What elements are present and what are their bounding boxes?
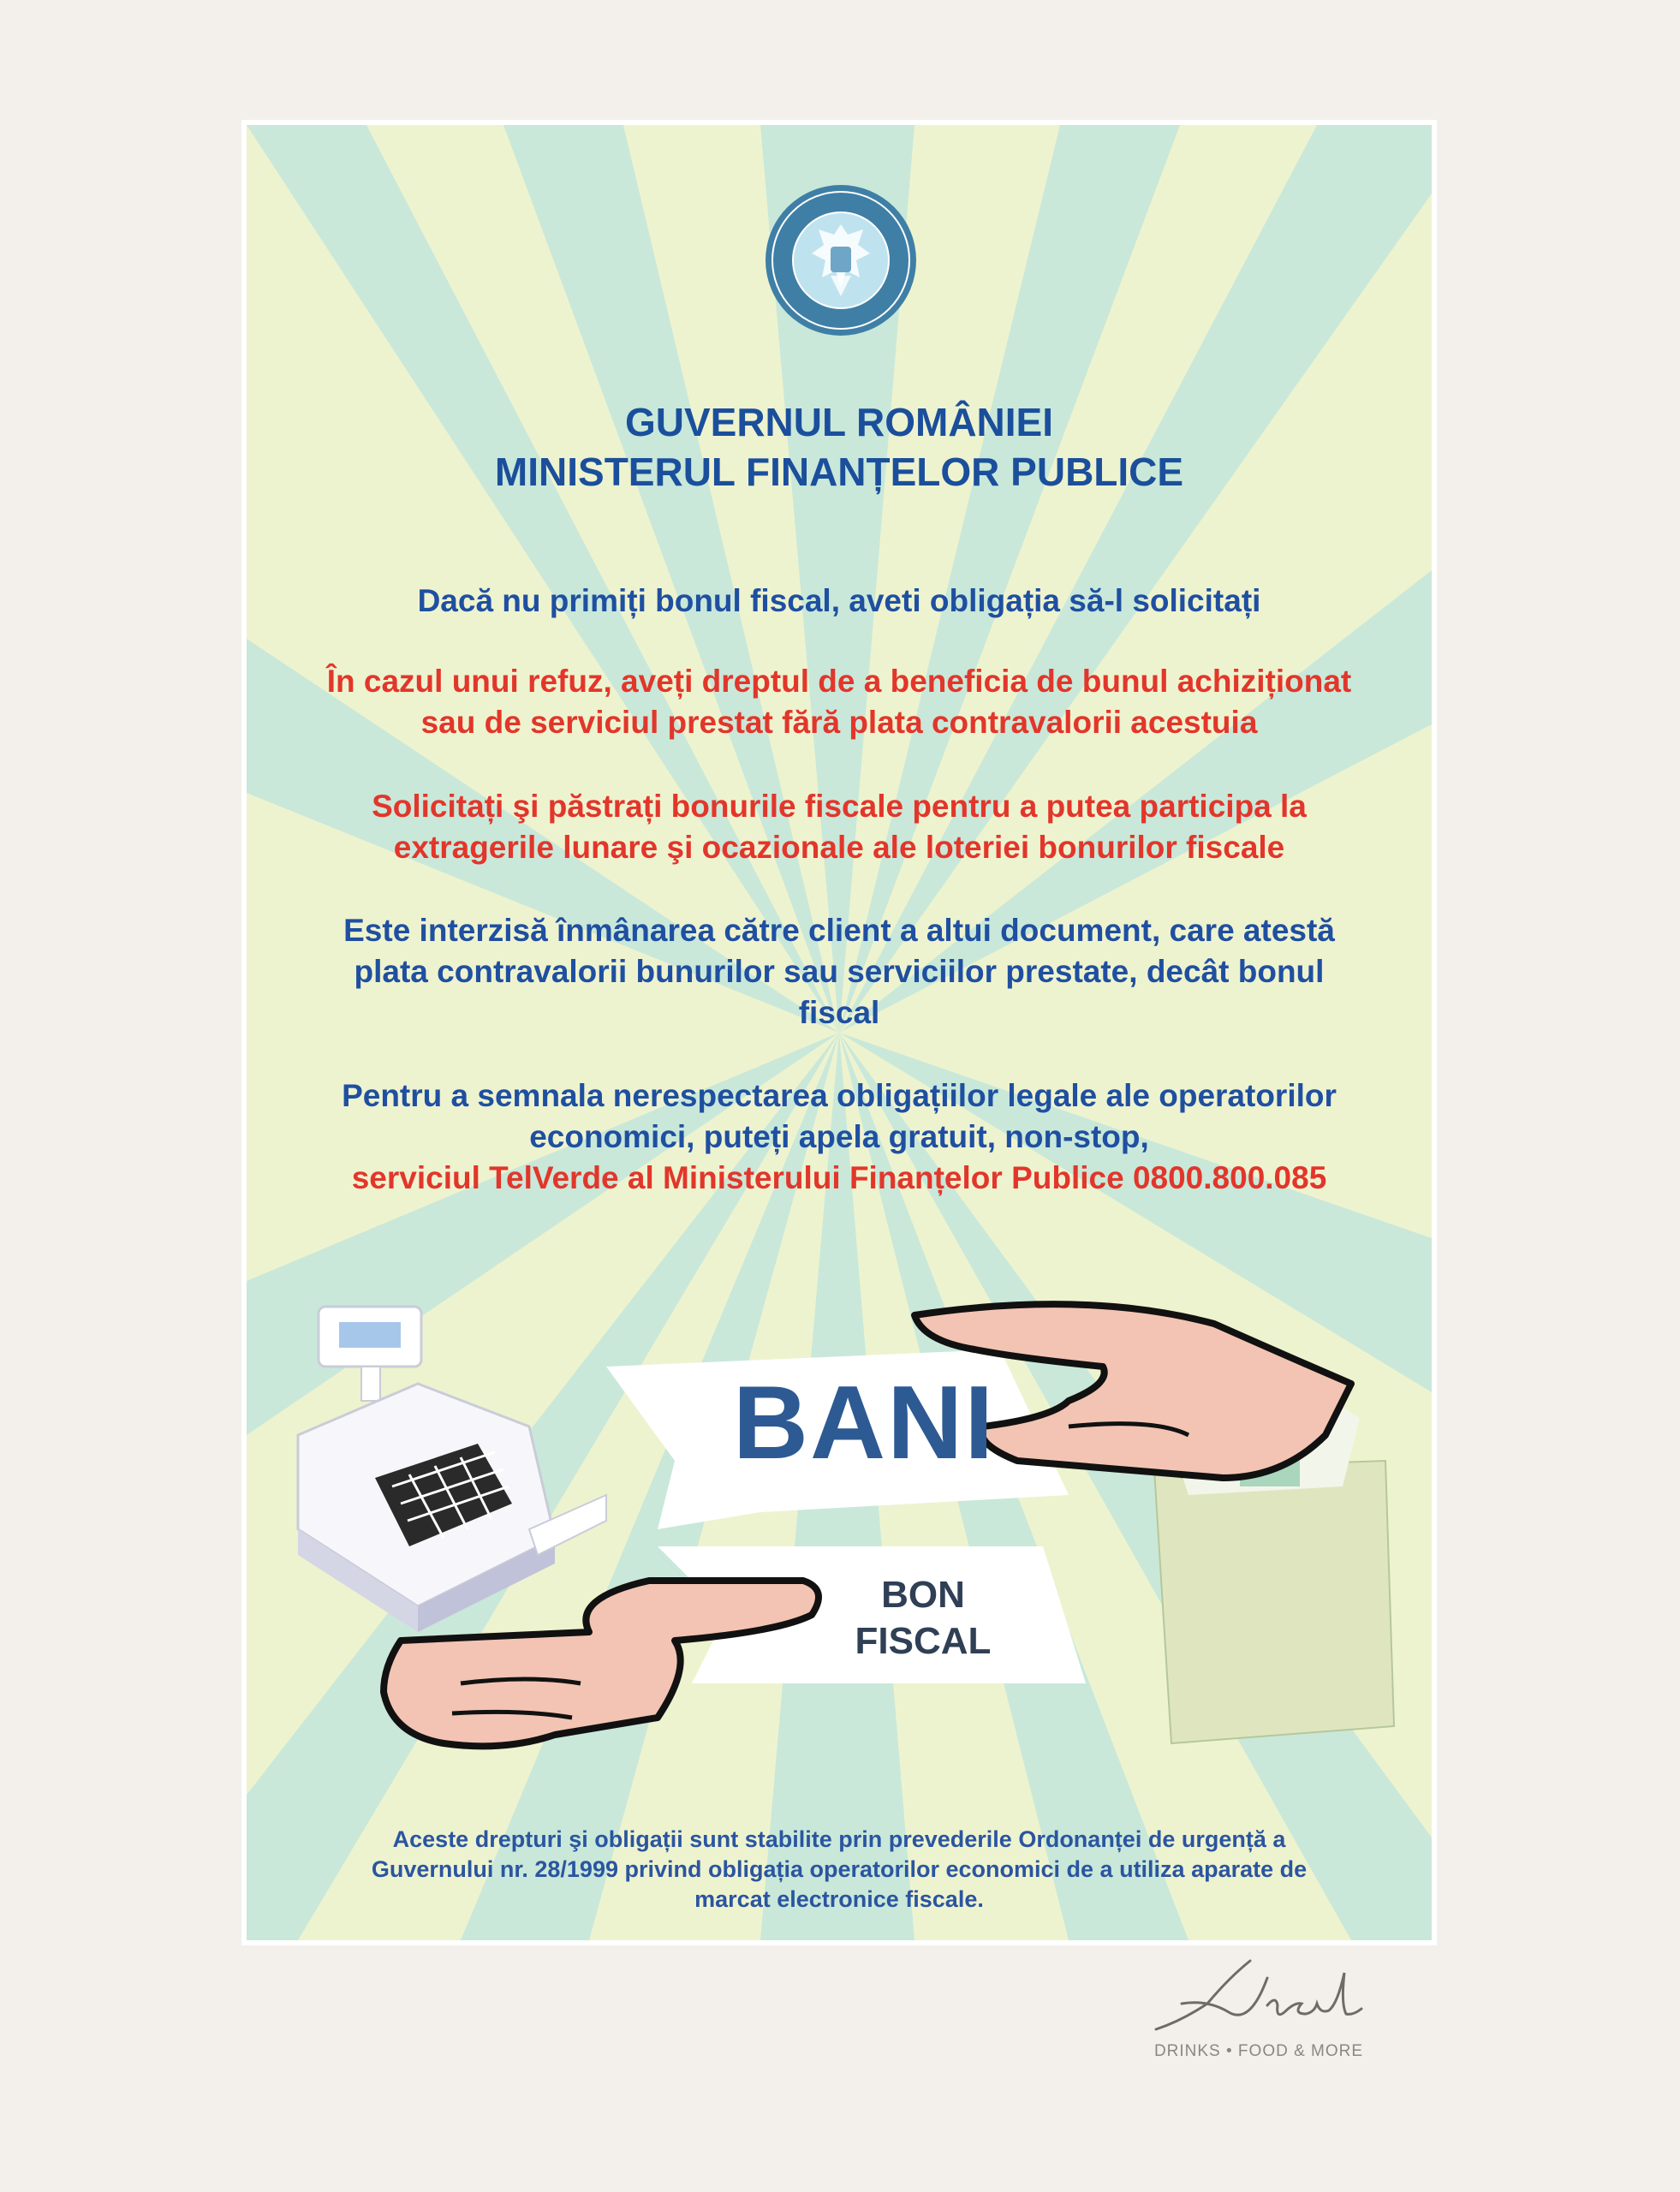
paragraph-line: Este interzisă înmânarea către client a altui document, care atestă bbox=[343, 913, 1335, 948]
telverde-hotline: serviciul TelVerde al Ministerului Finanțelor Publice 0800.800.085 bbox=[351, 1160, 1327, 1195]
footnote-line: Guvernului nr. 28/1999 privind obligația operatorilor economici de a utiliza aparate de bbox=[371, 1856, 1308, 1882]
bon-label: BON bbox=[881, 1574, 965, 1616]
paragraph-line: fiscal bbox=[798, 995, 880, 1030]
paragraph-line: sau de serviciul prestat fără plata contravalorii acestuia bbox=[420, 705, 1258, 740]
bani-label: BANI bbox=[732, 1364, 996, 1480]
bon-fiscal-label bbox=[820, 1572, 1026, 1665]
paragraph-line: Solicitați şi păstrați bonurile fiscale pentru a putea participa la bbox=[372, 789, 1307, 824]
paragraph-line: economici, puteți apela gratuit, non-stop, bbox=[529, 1119, 1149, 1154]
footnote-line: Aceste drepturi şi obligații sunt stabilite prin prevederile Ordonanței de urgență a bbox=[392, 1826, 1286, 1852]
footnote-line: marcat electronice fiscale. bbox=[694, 1886, 984, 1912]
heading-line-government: GUVERNUL ROMÂNIEI bbox=[624, 400, 1054, 444]
illustration bbox=[247, 125, 1432, 1940]
heading-line-ministry: MINISTERUL FINANȚELOR PUBLICE bbox=[494, 450, 1184, 494]
fiscal-label: FISCAL bbox=[855, 1620, 992, 1662]
poster-inner bbox=[247, 125, 1432, 1940]
cash-register-icon bbox=[298, 1307, 606, 1632]
paragraph-line: Dacă nu primiți bonul fiscal, aveti obligația să-l solicitați bbox=[417, 583, 1261, 618]
brand-script-logo bbox=[1147, 1952, 1370, 2038]
paragraph-line: extragerile lunare şi ocazionale ale loteriei bonurilor fiscale bbox=[393, 830, 1285, 865]
paragraph-line: Pentru a semnala nerespectarea obligațiilor legale ale operatorilor bbox=[342, 1078, 1337, 1113]
paragraph-line: plata contravalorii bunurilor sau serviciilor prestate, decât bonul bbox=[354, 954, 1325, 989]
brand-tagline: DRINKS • FOOD & MORE bbox=[1153, 2042, 1364, 2060]
paragraph-line: În cazul unui refuz, aveți dreptul de a beneficia de bunul achiziționat bbox=[326, 664, 1352, 699]
poster bbox=[241, 120, 1437, 1945]
legal-footnote bbox=[281, 1825, 1397, 1915]
brand-logo bbox=[1147, 1952, 1370, 2072]
